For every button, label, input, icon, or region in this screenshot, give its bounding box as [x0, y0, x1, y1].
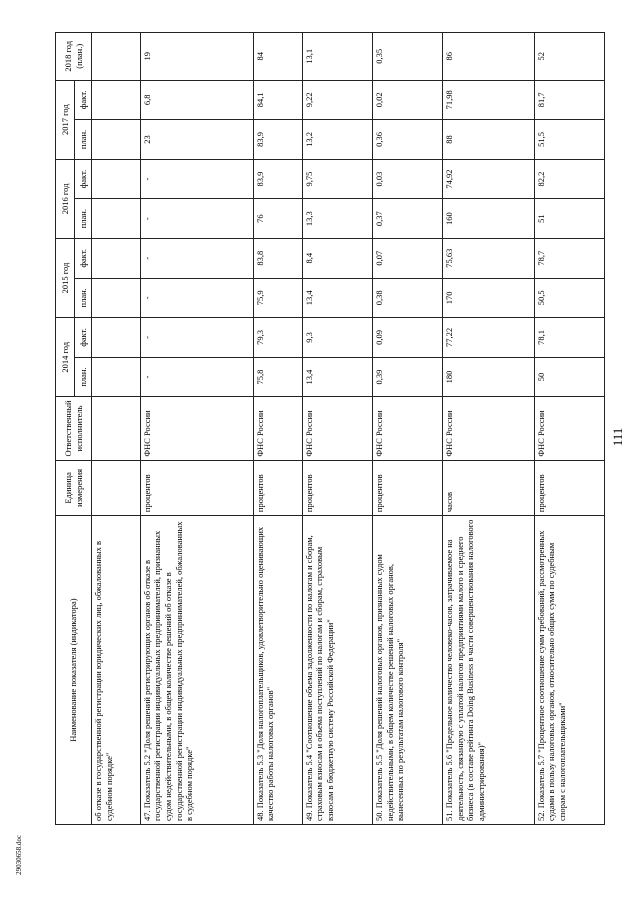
value-cell: 86: [443, 33, 535, 81]
unit-cell: процентов: [534, 460, 604, 515]
value-cell: 84: [253, 33, 302, 81]
value-cell: -: [140, 199, 253, 239]
table-cell: [92, 318, 141, 358]
table-row: [302, 33, 372, 825]
table-cell: [92, 120, 141, 160]
table-cell: [92, 33, 141, 81]
header-indicator-name: Наименование показателя (индикатора): [56, 516, 92, 825]
unit-cell: процентов: [302, 460, 372, 515]
value-cell: 74,92: [443, 159, 535, 199]
value-cell: 180: [443, 357, 535, 397]
responsible-cell: ФНС России: [534, 397, 604, 460]
table-row: [534, 33, 604, 825]
value-cell: 50: [534, 357, 604, 397]
table-row-continuation: [92, 33, 141, 825]
value-cell: 88: [443, 120, 535, 160]
table-row: [443, 33, 535, 825]
responsible-cell: ФНС России: [140, 397, 253, 460]
value-cell: 71,98: [443, 80, 535, 120]
header-year-2016: 2016 год: [56, 159, 75, 238]
value-cell: 0,07: [372, 238, 442, 278]
value-cell: 6,8: [140, 80, 253, 120]
value-cell: 83,9: [253, 159, 302, 199]
table-row: [253, 33, 302, 825]
header-fact: факт.: [75, 80, 92, 120]
value-cell: -: [140, 238, 253, 278]
file-name: 29030658.doc: [15, 835, 23, 875]
indicator-name: 50. Показатель 5.5 "Доля решений налоговых органов, признанных судом недействительными, в общем количестве решений налоговых органов, вынесенных по результатам налогового контроля": [372, 516, 442, 825]
value-cell: 13,4: [302, 278, 372, 318]
indicator-name: 52. Показатель 5.7 "Процентное соотношение сумм требований, рассмотренных судами в пользу налоговых органов, относительно общих сумм по судебным спорам с налогоплательщиками": [534, 516, 604, 825]
value-cell: 75,63: [443, 238, 535, 278]
continuation-text: об отказе в государственной регистрации юридических лиц, обжалованных в судебном порядке": [92, 516, 141, 825]
indicator-name: 49. Показатель 5.4 "Соотношение объема задолженности по налогам и сборам, страховым взносам и объема поступлений по налогам и сборам, страховым взносам в бюджетную систему Российской Федерации": [302, 516, 372, 825]
header-plan: план.: [75, 278, 92, 318]
value-cell: 84,1: [253, 80, 302, 120]
header-year-2018: 2018 год (план.): [56, 33, 92, 81]
header-year-2015: 2015 год: [56, 238, 75, 317]
table-cell: [92, 159, 141, 199]
value-cell: 9,3: [302, 318, 372, 358]
value-cell: -: [140, 278, 253, 318]
header-responsible: Ответственный исполнитель: [56, 397, 92, 460]
value-cell: -: [140, 318, 253, 358]
value-cell: 13,3: [302, 199, 372, 239]
header-plan: план.: [75, 357, 92, 397]
table-cell: [92, 460, 141, 515]
indicators-table: [55, 32, 605, 825]
value-cell: 75,8: [253, 357, 302, 397]
value-cell: 83,8: [253, 238, 302, 278]
unit-cell: процентов: [372, 460, 442, 515]
value-cell: 83,9: [253, 120, 302, 160]
value-cell: 13,2: [302, 120, 372, 160]
value-cell: 0,09: [372, 318, 442, 358]
header-fact: факт.: [75, 318, 92, 358]
header-row-years: [56, 33, 75, 825]
value-cell: -: [140, 159, 253, 199]
responsible-cell: ФНС России: [372, 397, 442, 460]
value-cell: 13,1: [302, 33, 372, 81]
table-row: [140, 33, 253, 825]
header-fact: факт.: [75, 238, 92, 278]
table-row: [372, 33, 442, 825]
header-plan: план.: [75, 199, 92, 239]
header-year-2014: 2014 год: [56, 318, 75, 397]
value-cell: 79,3: [253, 318, 302, 358]
value-cell: 76: [253, 199, 302, 239]
indicator-name: 51. Показатель 5.6 "Предельное количество человеко-часов, затрачиваемое на деятельность, связанную с уплатой налогов предприятиями малого и среднего бизнеса (в составе рейтинга Doing Business в части совершенствования налогового администрирования)": [443, 516, 535, 825]
value-cell: 23: [140, 120, 253, 160]
value-cell: 51: [534, 199, 604, 239]
table-cell: [92, 357, 141, 397]
responsible-cell: ФНС России: [253, 397, 302, 460]
value-cell: 0,35: [372, 33, 442, 81]
value-cell: 82,2: [534, 159, 604, 199]
value-cell: 52: [534, 33, 604, 81]
value-cell: 9,22: [302, 80, 372, 120]
value-cell: -: [140, 357, 253, 397]
responsible-cell: ФНС России: [302, 397, 372, 460]
value-cell: 78,1: [534, 318, 604, 358]
value-cell: 19: [140, 33, 253, 81]
header-plan: план.: [75, 120, 92, 160]
value-cell: 9,75: [302, 159, 372, 199]
value-cell: 0,39: [372, 357, 442, 397]
header-fact: факт.: [75, 159, 92, 199]
indicator-name: 47. Показатель 5.2 "Доля решений регистрирующих органов об отказе в государственной регистрации индивидуальных предпринимателей, признанных судом недействительными, в общем количестве решений об отказе в государственной регистрации индивидуальных предпринимателей, обжалованных в судебном порядке": [140, 516, 253, 825]
unit-cell: процентов: [140, 460, 253, 515]
table-cell: [92, 238, 141, 278]
value-cell: 0,02: [372, 80, 442, 120]
value-cell: 13,4: [302, 357, 372, 397]
value-cell: 160: [443, 199, 535, 239]
value-cell: 170: [443, 278, 535, 318]
table-cell: [92, 80, 141, 120]
value-cell: 8,4: [302, 238, 372, 278]
header-year-2017: 2017 год: [56, 80, 75, 159]
table-cell: [92, 397, 141, 460]
table-cell: [92, 199, 141, 239]
value-cell: 78,7: [534, 238, 604, 278]
value-cell: 75,9: [253, 278, 302, 318]
header-unit: Единица измерения: [56, 460, 92, 515]
rotated-document-page: [55, 32, 605, 825]
value-cell: 50,5: [534, 278, 604, 318]
responsible-cell: ФНС России: [443, 397, 535, 460]
table-cell: [92, 278, 141, 318]
value-cell: 0,37: [372, 199, 442, 239]
value-cell: 81,7: [534, 80, 604, 120]
indicator-name: 48. Показатель 5.3 "Доля налогоплательщиков, удовлетворительно оценивающих качество работы налоговых органов": [253, 516, 302, 825]
value-cell: 51,5: [534, 120, 604, 160]
unit-cell: часов: [443, 460, 535, 515]
value-cell: 0,03: [372, 159, 442, 199]
unit-cell: процентов: [253, 460, 302, 515]
value-cell: 0,38: [372, 278, 442, 318]
value-cell: 77,22: [443, 318, 535, 358]
value-cell: 0,36: [372, 120, 442, 160]
